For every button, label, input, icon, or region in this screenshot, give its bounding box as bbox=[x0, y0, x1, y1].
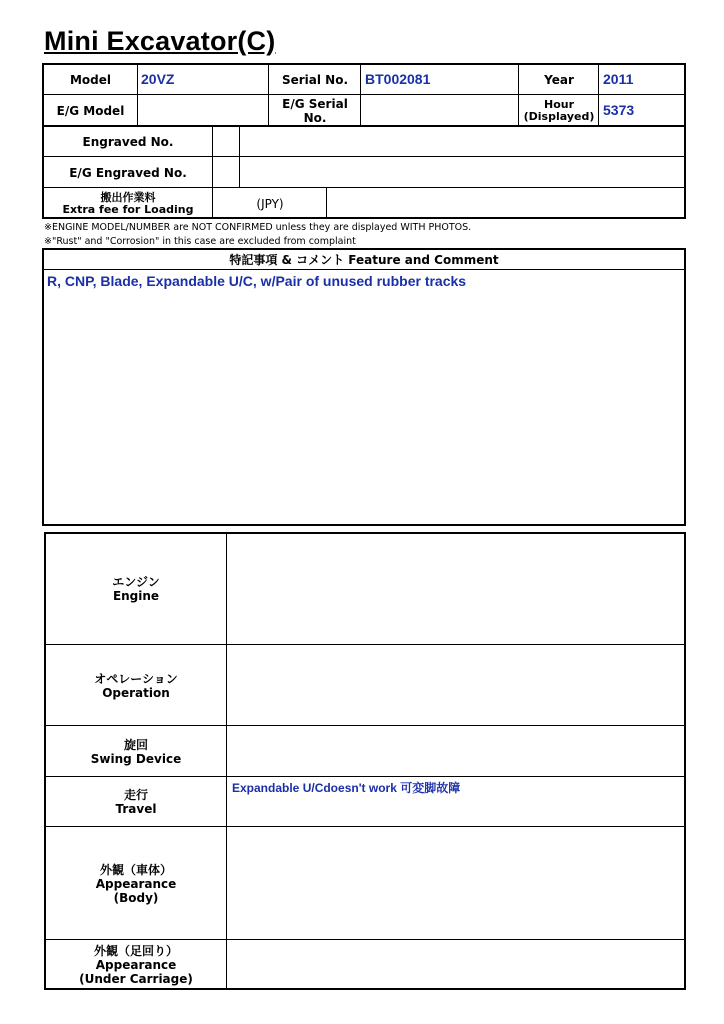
section-swing-en: Swing Device bbox=[90, 751, 182, 766]
eg-serial-label: E/G Serial No. bbox=[282, 96, 348, 125]
loading-unit: (JPY) bbox=[256, 196, 284, 211]
engraved-label: Engraved No. bbox=[82, 134, 174, 149]
model-value: 20VZ bbox=[141, 70, 175, 87]
section-operation-en: Operation bbox=[102, 685, 170, 700]
year-value: 2011 bbox=[603, 70, 634, 87]
section-engine-en: Engine bbox=[112, 589, 160, 603]
section-travel-en: Travel bbox=[115, 802, 157, 816]
loading-label-en: Extra fee for Loading bbox=[62, 202, 194, 216]
section-operation-label bbox=[46, 646, 226, 725]
eg-model-label: E/G Model bbox=[56, 103, 125, 118]
model-label: Model bbox=[69, 72, 112, 87]
section-travel-jp: 走行 bbox=[123, 788, 148, 802]
section-body-label bbox=[46, 828, 226, 939]
feature-box bbox=[42, 248, 686, 526]
section-body-en: Appearance bbox=[95, 876, 177, 891]
loading-label-jp: 搬出作業料 bbox=[100, 190, 156, 204]
section-operation-jp: オペレーション bbox=[94, 671, 178, 686]
hour-label bbox=[520, 96, 598, 125]
feature-header: 特記事項 & コメント Feature and Comment bbox=[229, 252, 499, 267]
hour-sub-label: (Displayed) bbox=[523, 109, 595, 123]
section-engine-jp: エンジン bbox=[112, 575, 160, 589]
serial-label: Serial No. bbox=[281, 72, 349, 87]
serial-value: BT002081 bbox=[365, 70, 431, 87]
section-undercarriage-en2: (Under Carriage) bbox=[79, 972, 193, 986]
year-label: Year bbox=[544, 72, 574, 87]
section-undercarriage-jp: 外観（足回り） bbox=[93, 944, 178, 958]
section-undercarriage-label bbox=[46, 941, 226, 989]
section-body-jp: 外観（車体） bbox=[99, 862, 172, 877]
section-travel-label bbox=[46, 778, 226, 826]
section-swing-label bbox=[46, 727, 226, 776]
section-engine-label bbox=[46, 534, 226, 644]
section-body-en2: (Body) bbox=[113, 890, 159, 905]
loading-fee-label bbox=[44, 189, 212, 218]
note-engine: ※ENGINE MODEL/NUMBER are NOT CONFIRMED unless they are displayed WITH PHOTOS. bbox=[44, 222, 472, 233]
hour-value: 5373 bbox=[603, 101, 635, 118]
section-swing-jp: 旋回 bbox=[123, 737, 148, 752]
eg-model-value bbox=[141, 96, 266, 125]
hour-label-text: Hour bbox=[543, 97, 575, 111]
feature-comment: R, CNP, Blade, Expandable U/C, w/Pair of unused rubber tracks bbox=[47, 273, 467, 289]
section-travel-comment: Expandable U/Cdoesn't work 可変脚故障 bbox=[232, 781, 461, 795]
section-undercarriage-en: Appearance bbox=[95, 958, 177, 972]
eg-engraved-label: E/G Engraved No. bbox=[69, 165, 187, 180]
eg-serial-value bbox=[365, 96, 515, 125]
page-title: Mini Excavator(C) bbox=[44, 26, 276, 56]
note-rust: ※"Rust" and "Corrosion" in this case are excluded from complaint bbox=[44, 236, 356, 247]
